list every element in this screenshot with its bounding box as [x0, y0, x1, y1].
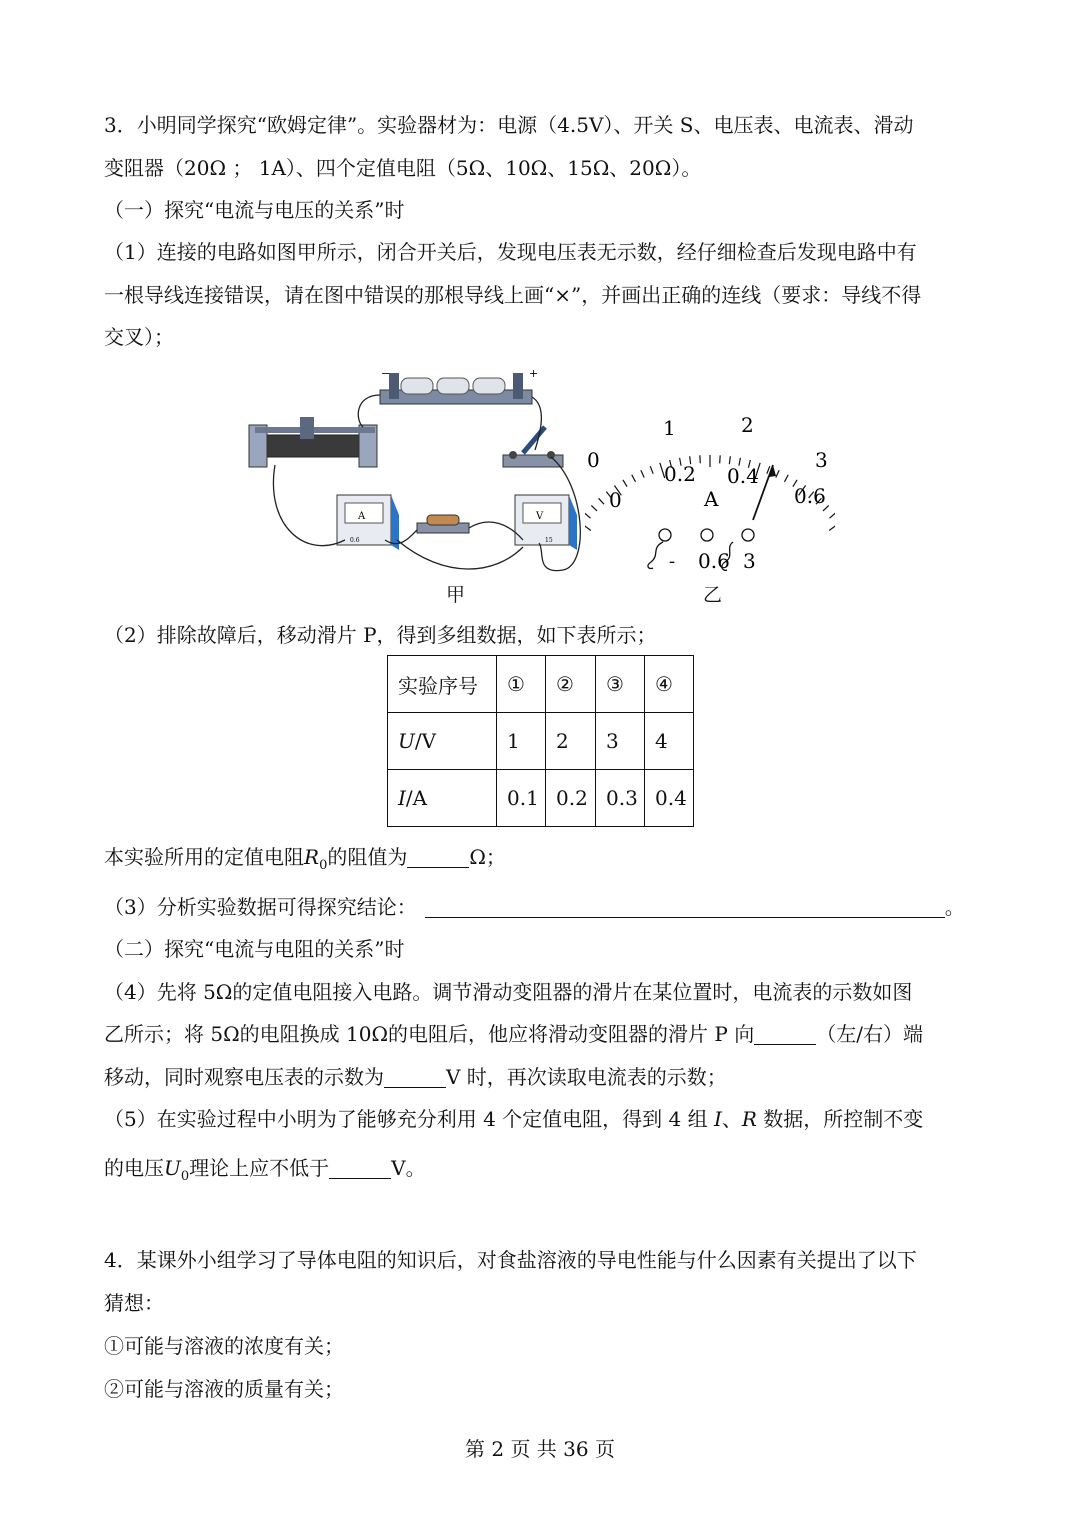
- answer-blank-voltage[interactable]: [384, 1067, 446, 1088]
- p1-line-2: 一根导线连接错误，请在图中错误的那根导线上画“×”，并画出正确的连线（要求：导线不得: [104, 283, 922, 307]
- table-cell: 0.1: [497, 770, 546, 827]
- dial-tick: [599, 498, 604, 504]
- p1-line-3: 交叉）；: [104, 325, 174, 349]
- row-label-i: I/A: [388, 770, 497, 827]
- dial-tick: [623, 480, 627, 487]
- table-row: [388, 656, 694, 713]
- figure-caption-jia: 甲: [446, 584, 466, 606]
- row-label-u: U/V: [388, 713, 497, 770]
- scale-top-3: 3: [815, 448, 828, 472]
- dial-tick: [585, 513, 591, 518]
- figure-caption-yi: 乙: [703, 584, 723, 606]
- resistor: [417, 515, 469, 533]
- q4-option-1: ①可能与溶液的浓度有关；: [104, 1334, 344, 1358]
- dial-tick: [829, 521, 835, 531]
- r0-line: 本实验所用的定值电阻$R_0$的阻值为 Ω；: [104, 845, 506, 873]
- ammeter-dial-yi: [585, 410, 835, 580]
- p4-line-2: 乙所示；将 5Ω的电阻换成 10Ω的电阻后，他应将滑动变阻器的滑片 P 向 （左/右）端: [104, 1022, 923, 1046]
- p4-line-1: （4）先将 5Ω的定值电阻接入电路。调节滑动变阻器的滑片在某位置时，电流表的示数如图: [104, 980, 913, 1004]
- q4-line-1: 4．某课外小组学习了导体电阻的知识后，对食盐溶液的导电性能与什么因素有关提出了以下: [104, 1248, 917, 1272]
- dial-tick: [591, 505, 597, 511]
- scale-bottom-1: 0.2: [664, 462, 696, 486]
- part1-title: （一）探究“电流与电压的关系”时: [104, 198, 405, 222]
- page-footer: 第 2 页 共 36 页: [465, 1437, 615, 1461]
- scale-top-0: 0: [587, 448, 600, 472]
- table-cell: 0.3: [596, 770, 645, 827]
- scale-bottom-2: 0.4: [727, 464, 759, 488]
- table-cell: 2: [546, 713, 596, 770]
- table-cell: 0.4: [645, 770, 694, 827]
- terminal-negative: [659, 529, 671, 541]
- voltmeter-label: V: [536, 511, 544, 522]
- terminal-label-negative: -: [669, 551, 676, 572]
- battery-negative-label: −: [381, 367, 391, 380]
- battery-holder: [380, 367, 538, 404]
- scale-bottom-0: 0: [609, 488, 622, 512]
- part2-title: （二）探究“电流与电阻的关系”时: [104, 937, 405, 961]
- terminal-label-0-6: 0.6: [698, 549, 730, 573]
- p1-line-1: （1）连接的电路如图甲所示，闭合开关后，发现电压表无示数，经仔细检查后发现电路中有: [104, 240, 917, 264]
- dial-tick: [650, 466, 653, 473]
- p3-line: （3）分析实验数据可得探究结论： 。: [104, 895, 965, 919]
- dial-tick: [784, 475, 788, 482]
- dial-tick: [641, 470, 644, 477]
- ammeter: [337, 495, 399, 550]
- terminal-0-6: [701, 529, 713, 541]
- p2-line: （2）排除故障后，移动滑片 P，得到多组数据，如下表所示；: [104, 623, 657, 647]
- dial-unit: A: [704, 487, 719, 511]
- p5-line-2: 的电压$U_0$理论上应不低于 V。: [104, 1156, 426, 1184]
- ammeter-range: 0.6: [350, 537, 360, 544]
- scale-top-1: 1: [663, 416, 676, 440]
- p4-line-3: 移动，同时观察电压表的示数为 V 时，再次读取电流表的示数；: [104, 1065, 727, 1089]
- data-table: [387, 655, 694, 827]
- dial-tick: [829, 513, 835, 518]
- answer-blank-conclusion[interactable]: [425, 897, 945, 918]
- table-cell: 0.2: [546, 770, 596, 827]
- voltmeter: [515, 495, 577, 550]
- ammeter-label: A: [358, 511, 366, 522]
- scale-top-2: 2: [741, 413, 754, 437]
- table-cell: 3: [596, 713, 645, 770]
- voltmeter-range: 15: [545, 537, 553, 544]
- table-header-cell: ②: [546, 656, 596, 713]
- q4-option-2: ②可能与溶液的质量有关；: [104, 1377, 344, 1401]
- p5-line-1: （5）在实验过程中小明为了能够充分利用 4 个定值电阻，得到 4 组 I、R 数据，所控制不变: [104, 1107, 924, 1131]
- dial-tick: [632, 475, 636, 482]
- table-row: [388, 770, 694, 827]
- rheostat: [249, 417, 377, 467]
- table-header-cell: ④: [645, 656, 694, 713]
- dial-tick: [585, 521, 591, 531]
- table-header-cell: 实验序号: [388, 656, 497, 713]
- switch: [503, 427, 563, 467]
- answer-blank-r0[interactable]: [407, 847, 469, 868]
- dial-tick: [776, 470, 779, 477]
- table-header-cell: ①: [497, 656, 546, 713]
- terminal-3: [742, 529, 754, 541]
- terminal-label-3: 3: [743, 549, 756, 573]
- battery-positive-label: +: [529, 367, 539, 380]
- table-header-cell: ③: [596, 656, 645, 713]
- table-row: [388, 713, 694, 770]
- dial-tick: [729, 456, 730, 464]
- q3-line-2: 变阻器（20Ω ； 1A）、四个定值电阻（5Ω、10Ω、15Ω、20Ω）。: [104, 156, 702, 180]
- answer-blank-direction[interactable]: [754, 1024, 816, 1045]
- answer-blank-min-voltage[interactable]: [329, 1158, 391, 1179]
- circuit-figure-jia: [245, 365, 585, 580]
- scale-bottom-3: 0.6: [794, 484, 826, 508]
- table-cell: 4: [645, 713, 694, 770]
- table-cell: 1: [497, 713, 546, 770]
- q4-line-2: 猜想：: [104, 1291, 164, 1315]
- q3-line-1: 3．小明同学探究“欧姆定律”。实验器材为：电源（4.5V）、开关 S、电压表、电流表、滑动: [104, 113, 914, 137]
